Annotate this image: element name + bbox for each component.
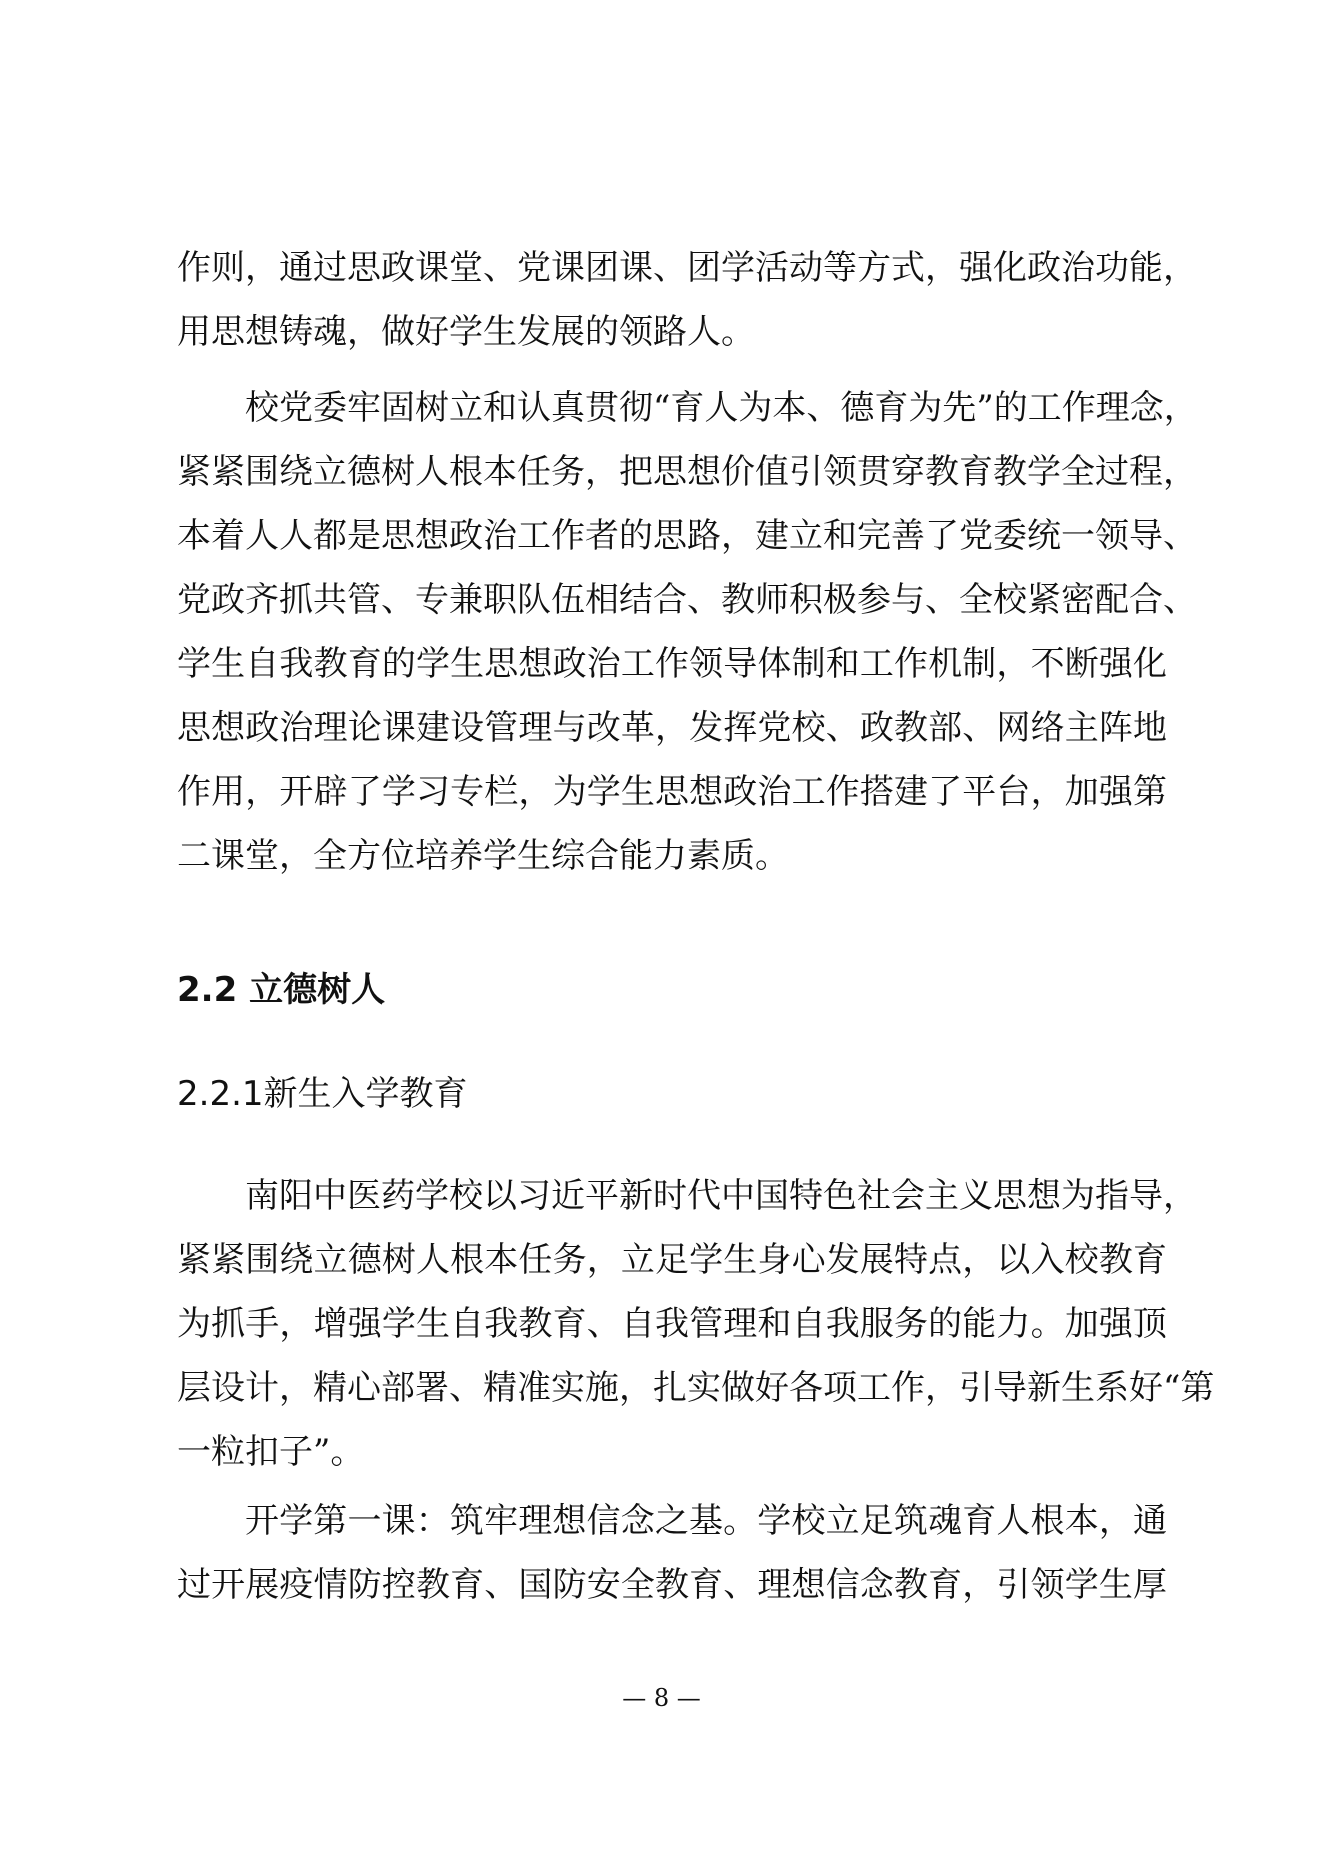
- paragraph-4: [177, 1489, 1167, 1617]
- paragraph-2: [177, 376, 1198, 888]
- paragraph-line: 层设计，精心部署、精准实施，扎实做好各项工作，引导新生系好“第: [177, 1368, 1215, 1408]
- section-heading: 2.2 立德树人: [177, 970, 386, 1010]
- paragraph-line: 紧紧围绕立德树人根本任务，把思想价值引领贯穿教育教学全过程，: [177, 452, 1197, 492]
- paragraph-line: 南阳中医药学校以习近平新时代中国特色社会主义思想为指导，: [245, 1176, 1197, 1216]
- paragraph-line: 思想政治理论课建设管理与改革，发挥党校、政教部、网络主阵地: [177, 708, 1167, 748]
- paragraph-line: 二课堂，全方位培养学生综合能力素质。: [177, 836, 789, 876]
- paragraph-line: 为抓手，增强学生自我教育、自我管理和自我服务的能力。加强顶: [177, 1304, 1167, 1344]
- paragraph-3: [177, 1164, 1215, 1484]
- page-number: — 8 —: [622, 1684, 701, 1712]
- paragraph-line: 一粒扣子”。: [177, 1432, 365, 1472]
- paragraph-line: 本着人人都是思想政治工作者的思路，建立和完善了党委统一领导、: [177, 516, 1197, 556]
- subsection-heading: 2.2.1新生入学教育: [177, 1074, 468, 1114]
- paragraph-line: 用思想铸魂，做好学生发展的领路人。: [177, 312, 755, 352]
- paragraph-line: 作则，通过思政课堂、党课团课、团学活动等方式，强化政治功能，: [177, 248, 1197, 288]
- paragraph-line: 开学第一课：筑牢理想信念之基。学校立足筑魂育人根本，通: [245, 1501, 1167, 1541]
- paragraph-line: 学生自我教育的学生思想政治工作领导体制和工作机制，不断强化: [177, 644, 1167, 684]
- paragraph-line: 作用，开辟了学习专栏，为学生思想政治工作搭建了平台，加强第: [177, 772, 1167, 812]
- paragraph-line: 过开展疫情防控教育、国防安全教育、理想信念教育，引领学生厚: [177, 1565, 1167, 1605]
- paragraph-1: [177, 236, 1197, 364]
- paragraph-line: 党政齐抓共管、专兼职队伍相结合、教师积极参与、全校紧密配合、: [177, 580, 1197, 620]
- paragraph-line: 校党委牢固树立和认真贯彻“育人为本、德育为先”的工作理念，: [245, 388, 1198, 428]
- paragraph-line: 紧紧围绕立德树人根本任务，立足学生身心发展特点，以入校教育: [177, 1240, 1167, 1280]
